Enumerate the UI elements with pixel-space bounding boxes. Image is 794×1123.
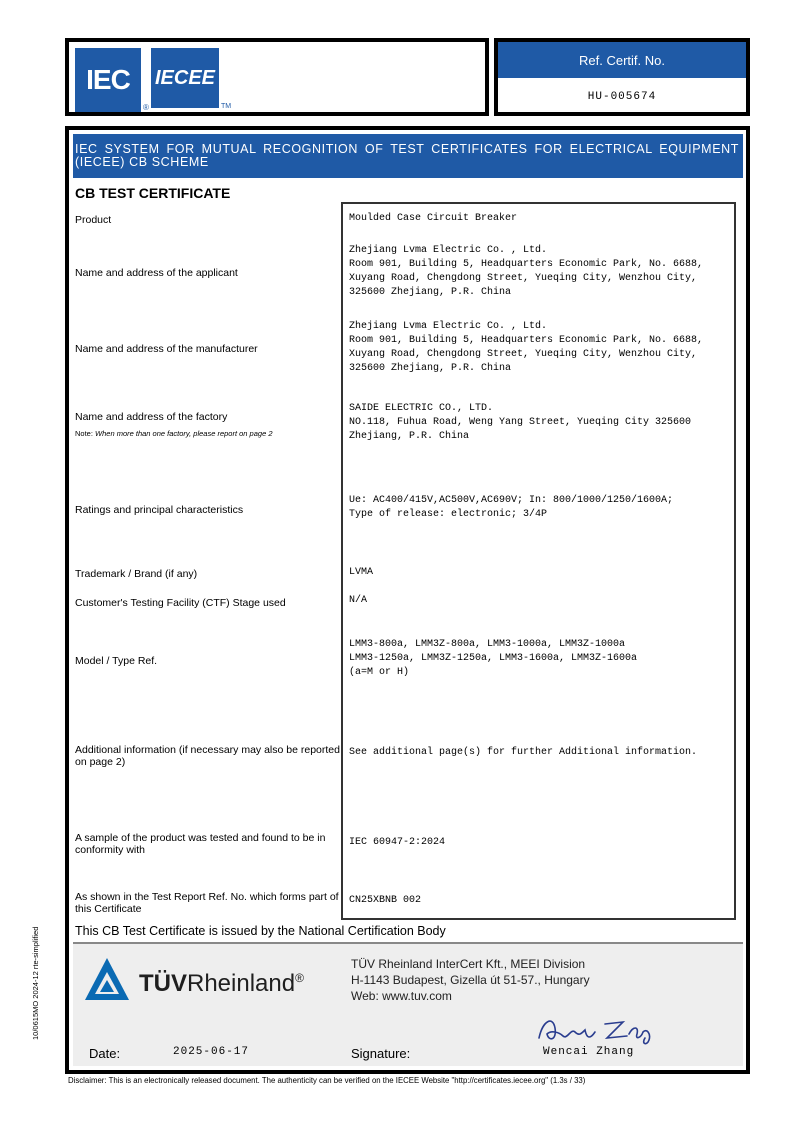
factory-value: SAIDE ELECTRIC CO., LTD. NO.118, Fuhua Road, Weng Yang Street, Yueqing City 325600 Zhejiang, P.R. China [349, 403, 692, 442]
date-value: 2025-06-17 [173, 1046, 250, 1058]
certification-body-address [351, 956, 590, 1004]
factory-note-text: When more than one factory, please report on page 2 [95, 429, 273, 438]
header-logos [65, 38, 489, 116]
disclaimer: Disclaimer: This is an electronically released document. The authenticity can be verified on the IECEE Website "http://certificates.iecee.org" (1.3s / 33) [68, 1076, 586, 1085]
additional-info-label: Additional information (if necessary may also be reported on page 2) [75, 744, 340, 768]
ref-certificate-title: Ref. Certif. No. [498, 42, 746, 78]
certificate-body [65, 126, 750, 1074]
tuv-wordmark-prefix: TÜV [139, 970, 187, 997]
tuv-registered-mark: ® [295, 971, 304, 985]
iec-logo: IEC [75, 48, 141, 112]
issued-statement: This CB Test Certificate is issued by the National Certification Body [75, 924, 446, 938]
tuv-rheinland-wordmark [139, 970, 304, 998]
address-line-1: TÜV Rheinland InterCert Kft., MEEI Division [351, 957, 586, 971]
additional-info-value: See additional page(s) for further Additional information. [349, 747, 698, 758]
iecee-logo: IECEE [151, 48, 219, 108]
iecee-trademark: TM [221, 103, 232, 110]
factory-note [75, 429, 273, 438]
certificate-title: CB TEST CERTIFICATE [75, 185, 231, 201]
handwritten-signature [533, 1010, 663, 1046]
tuv-wordmark-suffix: Rheinland [187, 970, 296, 997]
trademark-label: Trademark / Brand (if any) [75, 568, 198, 580]
manufacturer-value: Zhejiang Lvma Electric Co. , Ltd. Room 901, Building 5, Headquarters Economic Park, No. 6688, Xuyang Road, Chengdong Street, Yueqing City, Wenzhou City, 325600 Zhejiang, P.R. China [349, 321, 704, 374]
product-label: Product [75, 214, 112, 226]
ctf-value: N/A [349, 595, 368, 606]
model-label: Model / Type Ref. [75, 655, 158, 667]
signatory-name: Wencai Zhang [543, 1046, 635, 1058]
ref-certificate-box [494, 38, 750, 116]
address-line-2: H-1143 Budapest, Gizella út 51-57., Hungary [351, 973, 590, 987]
trademark-value: LVMA [349, 567, 374, 578]
signature-label: Signature: [351, 1046, 411, 1061]
certification-body-footer [73, 942, 743, 1066]
factory-note-prefix: Note: [75, 429, 93, 438]
values-box [341, 202, 736, 920]
address-line-3: Web: www.tuv.com [351, 989, 452, 1003]
ref-certificate-number: HU-005674 [587, 91, 657, 103]
tuv-triangle-logo [83, 956, 131, 1004]
test-report-value: CN25XBNB 002 [349, 895, 422, 906]
factory-label: Name and address of the factory [75, 411, 228, 423]
test-report-label: As shown in the Test Report Ref. No. which forms part of this Certificate [75, 891, 339, 915]
applicant-label: Name and address of the applicant [75, 267, 238, 279]
model-value: LMM3-800a, LMM3Z-800a, LMM3-1000a, LMM3Z-1000a LMM3-1250a, LMM3Z-1250a, LMM3-1600a, LMM3Z-1600a (a=M or H) [349, 639, 638, 678]
form-code: 10/0615MO 2024-12 rte-simplified [31, 926, 40, 1040]
conformity-standard-value: IEC 60947-2:2024 [349, 837, 446, 848]
scheme-banner: IEC SYSTEM FOR MUTUAL RECOGNITION OF TEST CERTIFICATES FOR ELECTRICAL EQUIPMENT (IECEE) CB SCHEME [73, 134, 743, 178]
conformity-label: A sample of the product was tested and found to be in conformity with [75, 832, 326, 856]
ratings-label: Ratings and principal characteristics [75, 504, 244, 516]
ctf-label: Customer's Testing Facility (CTF) Stage used [75, 597, 286, 609]
date-label: Date: [89, 1046, 121, 1061]
manufacturer-label: Name and address of the manufacturer [75, 343, 258, 355]
applicant-value: Zhejiang Lvma Electric Co. , Ltd. Room 901, Building 5, Headquarters Economic Park, No. 6688, Xuyang Road, Chengdong Street, Yueqing City, Wenzhou City, 325600 Zhejiang, P.R. China [349, 245, 704, 298]
ratings-value: Ue: AC400/415V,AC500V,AC690V; In: 800/1000/1250/1600A; Type of release: electronic; 3/4P [349, 495, 674, 520]
product-value: Moulded Case Circuit Breaker [349, 213, 518, 224]
iec-registered-mark: ® [143, 103, 149, 112]
